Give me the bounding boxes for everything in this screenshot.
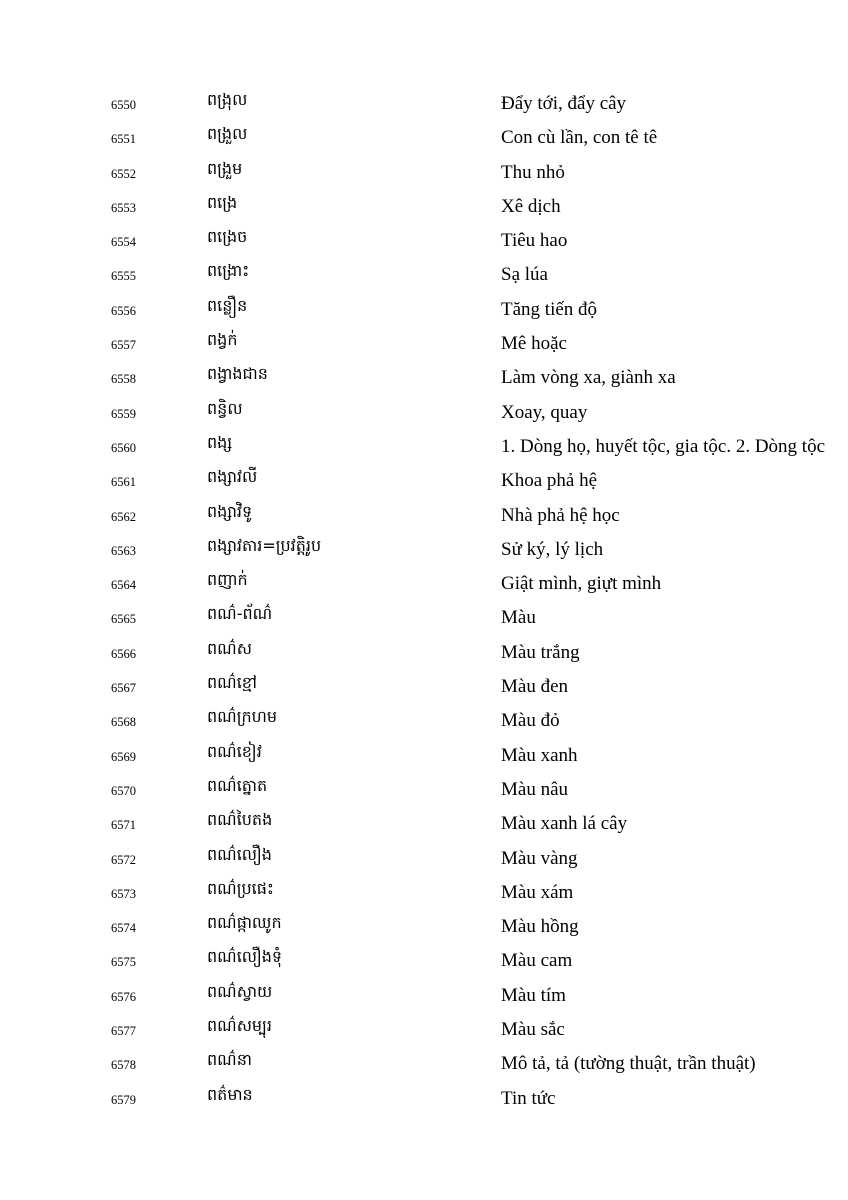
vietnamese-translation: Màu xanh xyxy=(501,744,578,766)
dictionary-entry xyxy=(0,292,848,326)
khmer-term: ពង្រួម xyxy=(207,158,243,178)
khmer-term: ពង្វាងជាន xyxy=(207,364,268,384)
entry-number: 6562 xyxy=(111,509,136,524)
khmer-term: ពង្ស xyxy=(207,432,233,452)
entry-number: 6563 xyxy=(111,543,136,558)
vietnamese-translation: Màu nâu xyxy=(501,778,569,800)
dictionary-entry xyxy=(0,978,848,1012)
khmer-term: ពណ៌ក្រហម xyxy=(207,707,277,727)
entry-number: 6555 xyxy=(111,269,136,284)
dictionary-entry xyxy=(0,875,848,909)
vietnamese-translation: Con cù lần, con tê tê xyxy=(501,127,658,149)
khmer-term: ពណ៌សម្បុរ xyxy=(207,1016,272,1036)
entry-number: 6570 xyxy=(111,783,136,798)
khmer-term: ពន្លឿន xyxy=(207,295,248,315)
khmer-term: ពន្វិល xyxy=(207,398,243,418)
entry-number: 6579 xyxy=(111,1092,136,1107)
vietnamese-translation: Màu xyxy=(501,607,536,629)
dictionary-entry xyxy=(0,841,848,875)
khmer-term: ពណ៌ប្រផេះ xyxy=(207,878,274,898)
entry-number: 6561 xyxy=(111,475,136,490)
khmer-term: ពង្សាវលី xyxy=(207,467,258,487)
vietnamese-translation: Thu nhỏ xyxy=(501,161,565,183)
vietnamese-translation: Tăng tiến độ xyxy=(501,298,598,320)
vietnamese-translation: Màu xanh lá cây xyxy=(501,813,628,835)
entry-number: 6556 xyxy=(111,303,136,318)
khmer-term: ពត៌មាន xyxy=(207,1084,253,1104)
khmer-term: ពញាក់ xyxy=(207,570,248,590)
vietnamese-translation: Màu hồng xyxy=(501,916,579,938)
vietnamese-translation: Tin tức xyxy=(501,1087,556,1109)
entry-number: 6557 xyxy=(111,338,136,353)
khmer-term: ពង្រោះ xyxy=(207,261,250,281)
khmer-term: ពណ៌បៃតង xyxy=(207,810,273,830)
dictionary-entry xyxy=(0,669,848,703)
dictionary-entry xyxy=(0,155,848,189)
dictionary-entry xyxy=(0,703,848,737)
entry-number: 6554 xyxy=(111,235,136,250)
vietnamese-translation: 1. Dòng họ, huyết tộc, gia tộc. 2. Dòng tộc xyxy=(501,435,826,457)
dictionary-entry xyxy=(0,566,848,600)
vietnamese-translation: Mô tả, tả (tường thuật, trần thuật) xyxy=(501,1053,756,1075)
khmer-term: ពណ៌ស xyxy=(207,638,252,658)
khmer-term: ពណ៌ខ្មៅ xyxy=(207,673,257,693)
entry-number: 6572 xyxy=(111,852,136,867)
dictionary-entry xyxy=(0,635,848,669)
entry-number: 6552 xyxy=(111,166,136,181)
entry-number: 6575 xyxy=(111,955,136,970)
dictionary-entry xyxy=(0,86,848,120)
khmer-term: ពណ៌ត្នោត xyxy=(207,775,268,795)
dictionary-entry xyxy=(0,1046,848,1080)
entry-number: 6553 xyxy=(111,200,136,215)
vietnamese-translation: Màu xám xyxy=(501,881,574,903)
khmer-term: ពណ៌លឿង xyxy=(207,844,272,864)
vietnamese-translation: Xê dịch xyxy=(501,195,561,217)
dictionary-entry xyxy=(0,532,848,566)
entry-number: 6558 xyxy=(111,372,136,387)
dictionary-entry xyxy=(0,429,848,463)
khmer-term: ពង្រេច xyxy=(207,227,248,247)
entry-number: 6568 xyxy=(111,715,136,730)
vietnamese-translation: Màu tím xyxy=(501,984,566,1006)
khmer-term: ពណ៌ខៀវ xyxy=(207,741,262,761)
dictionary-entry xyxy=(0,600,848,634)
khmer-term: ពណ៌នា xyxy=(207,1050,252,1070)
entry-list xyxy=(0,86,848,1115)
dictionary-entry xyxy=(0,257,848,291)
dictionary-entry xyxy=(0,360,848,394)
dictionary-entry xyxy=(0,498,848,532)
entry-number: 6577 xyxy=(111,1024,136,1039)
entry-number: 6573 xyxy=(111,886,136,901)
entry-number: 6564 xyxy=(111,578,136,593)
entry-number: 6576 xyxy=(111,989,136,1004)
vietnamese-translation: Màu vàng xyxy=(501,847,578,869)
vietnamese-translation: Làm vòng xa, giành xa xyxy=(501,367,676,389)
entry-number: 6567 xyxy=(111,681,136,696)
vietnamese-translation: Giật mình, giựt mình xyxy=(501,573,662,595)
vietnamese-translation: Màu sắc xyxy=(501,1019,565,1041)
entry-number: 6560 xyxy=(111,440,136,455)
khmer-term: ពណ៌ស្វាយ xyxy=(207,981,273,1001)
dictionary-entry xyxy=(0,738,848,772)
khmer-term: ពង្សាវិទូ xyxy=(207,501,253,521)
dictionary-entry xyxy=(0,326,848,360)
entry-number: 6569 xyxy=(111,749,136,764)
entry-number: 6550 xyxy=(111,98,136,112)
khmer-term: ពង្សាវតារ=ប្រវត្តិរូប xyxy=(207,535,322,555)
vietnamese-translation: Màu đỏ xyxy=(501,710,560,732)
vietnamese-translation: Nhà phả hệ học xyxy=(501,504,620,526)
vietnamese-translation: Đẩy tới, đẩy cây xyxy=(501,93,627,114)
entry-number: 6559 xyxy=(111,406,136,421)
vietnamese-translation: Khoa phả hệ xyxy=(501,470,598,492)
entry-number: 6566 xyxy=(111,646,136,661)
entry-number: 6574 xyxy=(111,921,136,936)
vietnamese-translation: Màu cam xyxy=(501,950,573,972)
entry-number: 6578 xyxy=(111,1058,136,1073)
vietnamese-translation: Màu đen xyxy=(501,676,569,698)
khmer-term: ពណ៌ផ្កាឈូក xyxy=(207,913,282,933)
vietnamese-translation: Màu trắng xyxy=(501,641,580,663)
dictionary-entry xyxy=(0,806,848,840)
dictionary-entry xyxy=(0,1081,848,1115)
khmer-term: ពង្រុល xyxy=(207,90,248,109)
vietnamese-translation: Sử ký, lý lịch xyxy=(501,538,604,560)
dictionary-entry xyxy=(0,395,848,429)
entry-number: 6565 xyxy=(111,612,136,627)
dictionary-entry xyxy=(0,772,848,806)
dictionary-entry xyxy=(0,463,848,497)
vietnamese-translation: Sạ lúa xyxy=(501,264,548,286)
khmer-term: ពណ៌-ព័ណ៌ xyxy=(207,604,273,624)
vietnamese-translation: Xoay, quay xyxy=(501,401,588,423)
dictionary-entry xyxy=(0,909,848,943)
vietnamese-translation: Mê hoặc xyxy=(501,333,567,355)
entry-number: 6571 xyxy=(111,818,136,833)
khmer-term: ពង្រួល xyxy=(207,124,248,144)
vietnamese-translation: Tiêu hao xyxy=(501,230,568,252)
entry-number: 6551 xyxy=(111,132,136,147)
khmer-term: ពង្វក់ xyxy=(207,330,238,350)
dictionary-entry xyxy=(0,1012,848,1046)
dictionary-entry xyxy=(0,120,848,154)
dictionary-entry xyxy=(0,943,848,977)
khmer-term: ពង្រេ xyxy=(207,192,238,212)
dictionary-entry xyxy=(0,223,848,257)
dictionary-entry xyxy=(0,189,848,223)
khmer-term: ពណ៌លឿងទុំ xyxy=(207,947,283,967)
